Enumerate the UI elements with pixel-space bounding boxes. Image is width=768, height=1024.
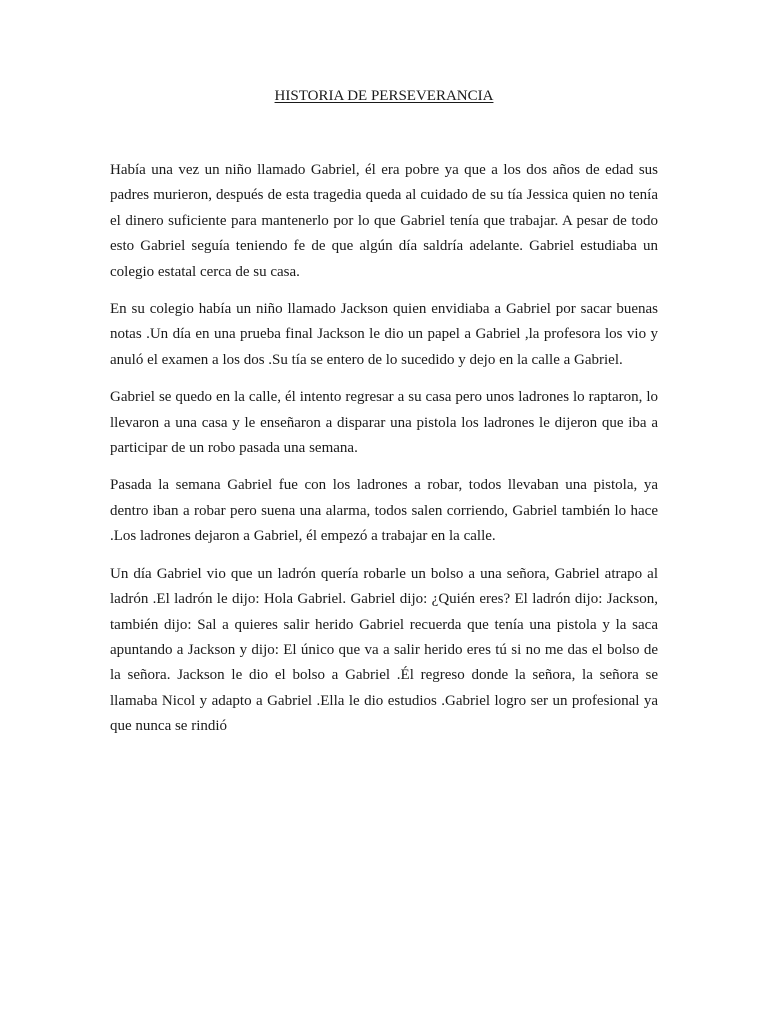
paragraph-4: Pasada la semana Gabriel fue con los ladrones a robar, todos llevaban una pistola, ya dentro iban a robar pero suena una alarma, todos salen corriendo, Gabriel también lo hace .Los ladrones dejaron a Gabriel, él empezó a trabajar en la calle.: [110, 477, 658, 545]
paragraph-1: Había una vez un niño llamado Gabriel, él era pobre ya que a los dos años de edad sus padres murieron, después de esta tragedia queda al cuidado de su tía Jessica quien no tenía el dinero suficiente para mantenerlo por lo que Gabriel tenía que trabajar. A pesar de todo esto Gabriel seguía teniendo fe de que algún día saldría adelante. Gabriel estudiaba un colegio estatal cerca de su casa.: [110, 162, 658, 280]
paragraph-5: Un día Gabriel vio que un ladrón quería robarle un bolso a una señora, Gabriel atrapo al ladrón .El ladrón le dijo: Hola Gabriel. Gabriel dijo: ¿Quién eres? El ladrón dijo: Jackson, también dijo: Sal a quieres salir herido Gabriel recuerda que tenía una pistola y la saca apuntando a Jackson y dijo: El único que va a salir herido eres tú si no me das el bolso de la señora. Jackson le dio el bolso a Gabriel .Él regreso donde la señora, la señora se llamaba Nicol y adapto a Gabriel .Ella le dio estudios .Gabriel logro ser un profesional ya que nunca se rindió: [110, 565, 658, 735]
paragraph-2: En su colegio había un niño llamado Jackson quien envidiaba a Gabriel por sacar buenas notas .Un día en una prueba final Jackson le dio un papel a Gabriel ,la profesora los vio y anuló el examen a los dos .Su tía se entero de lo sucedido y dejo en la calle a Gabriel.: [110, 301, 658, 368]
document-title: HISTORIA DE PERSEVERANCIA: [274, 88, 494, 104]
paragraph-3: Gabriel se quedo en la calle, él intento regresar a su casa pero unos ladrones lo raptaron, lo llevaron a una casa y le enseñaron a disparar una pistola los ladrones le dijeron que iba a participar de un robo pasada una semana.: [110, 389, 658, 457]
document-body: [110, 158, 658, 752]
